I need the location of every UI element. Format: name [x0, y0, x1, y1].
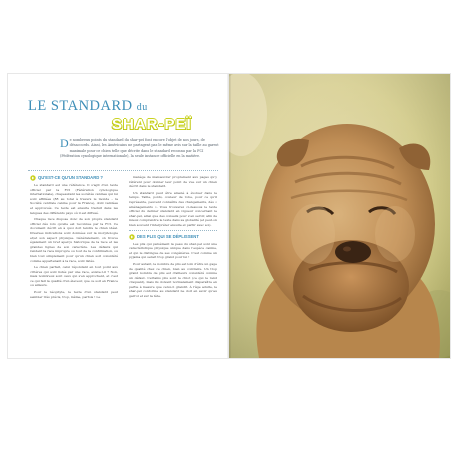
left-page — [8, 74, 229, 358]
intro-text: e nombreux points du standard du shar-peï font encore l'objet de nos jours, de désaccords. Ainsi, les Américains ne partagent pas le même avis sur la taille au garrot maximale pour ce chien telle que décrite dans le standard reconnu par la FCI (Fédération cynologique internationale), la seule instance officielle en la matière. — [60, 138, 219, 159]
paragraph: Le chien parfait, celui répondant en tout point aux critères qui sont listés par une race, existe-t-il ? Non, mais nombreux sont ceux qui s'en approchent, et c'est ce qui fait la qualité d'un éleveur, que ce soit en France ou ailleurs. — [30, 265, 118, 288]
paragraph: Un standard peut être amené à évoluer dans le temps. Taille, poids, couleur de robe, pour ce qu'il représente, peuvent connaître des changements, dès « aménagements ». Vous trouverez ci-dessous le texte officiel du dernier standard en vigueur concernant le shar-peï, ainsi que des conseils pour s'en servir, afin de mieux comprendre le texte dans sa globalité (et peut-on bien souvent l'interpréter ensuite et partir avec soi). — [129, 190, 217, 227]
divider-rule — [28, 170, 218, 171]
paragraph: Pour autant, le nombre de plis est loin d'être un gage de qualité chez ce chien, bien au contraire. Un trop grand nombre de plis est d'ailleurs considéré comme un défaut. Certains plis sont le chiot (ce qui le rend craquant), mais ils doivent normalement disparaître en partie à mesure que celui-ci grandit. À l'âge adulte, le shar-peï conforme au standard ne doit en avoir qu'au garrot et sur la tête. — [129, 261, 217, 299]
section-heading-text: DES PLIS QUI SE DÉPLISSENT — [137, 233, 199, 239]
book-gutter — [227, 74, 231, 358]
title-du: du — [136, 102, 148, 113]
intro-dropcap: D — [60, 136, 69, 150]
bullet-icon — [30, 175, 36, 181]
column-right — [129, 175, 217, 301]
column-left — [30, 175, 118, 301]
section-heading-standard — [30, 175, 118, 181]
paragraph: manège de manœuvrer proprement aux pages qu'y réfèrent pour donner leur point de vue sur un chien décrit dans le standard. — [129, 175, 217, 189]
intro-paragraph — [60, 138, 220, 160]
paragraph: Pour le néophyte, le texte d'un standard peut sembler très précis, trop, même, parfois ! Le — [30, 290, 118, 299]
bullet-icon — [129, 234, 135, 240]
title-line-1 — [28, 98, 148, 115]
right-page — [229, 74, 450, 358]
title-shar-pei: SHAR-PEÏ — [112, 116, 192, 133]
section-heading-plis — [129, 234, 217, 240]
paragraph: Le standard est une référence. Il s'agit d'un texte officiel par la FCI (Fédération cynologique internationale), chapeautant les sociétés canines qui lui sont affiliées (88 au total à travers le monde – la Société centrale canine pour la France), dont validées et approuvés. Ce texte est ensuite traduit dans les langues des différents pays où il est diffusé. — [30, 183, 118, 215]
shar-pei-photo — [229, 74, 450, 358]
paragraph: Chaque race dispose donc de son propre standard officiel dès lors qu'elle est reconnue par la FCI. Ce document décrit en à quoi doit tendre le chien idéal. Diverses indications sont données sur la morphologie et/et son aspect physique. Généralement, on trouve également un bref aperçu historique de la race et les grandes lignes de son caractère. Les défauts qui rendent la race impropre ou tout de la confirmation, ou bien tout simplement pour qu'un chien soit considéré comme appartenant à la race, sont listés. — [30, 217, 118, 263]
section-heading-text: QU'EST-CE QU'UN STANDARD ? — [38, 175, 103, 180]
section-divider — [129, 230, 217, 231]
book-spread — [8, 74, 450, 358]
paragraph: Les plis qui parsèment la peau du shar-peï sont une caractéristique physique unique dans l'espèce canine, et qui le distingue de ses congénères. C'est comme un pyjama qui serait trop grand pour lui ! — [129, 241, 217, 260]
title-standard: LE STANDARD — [28, 98, 133, 114]
